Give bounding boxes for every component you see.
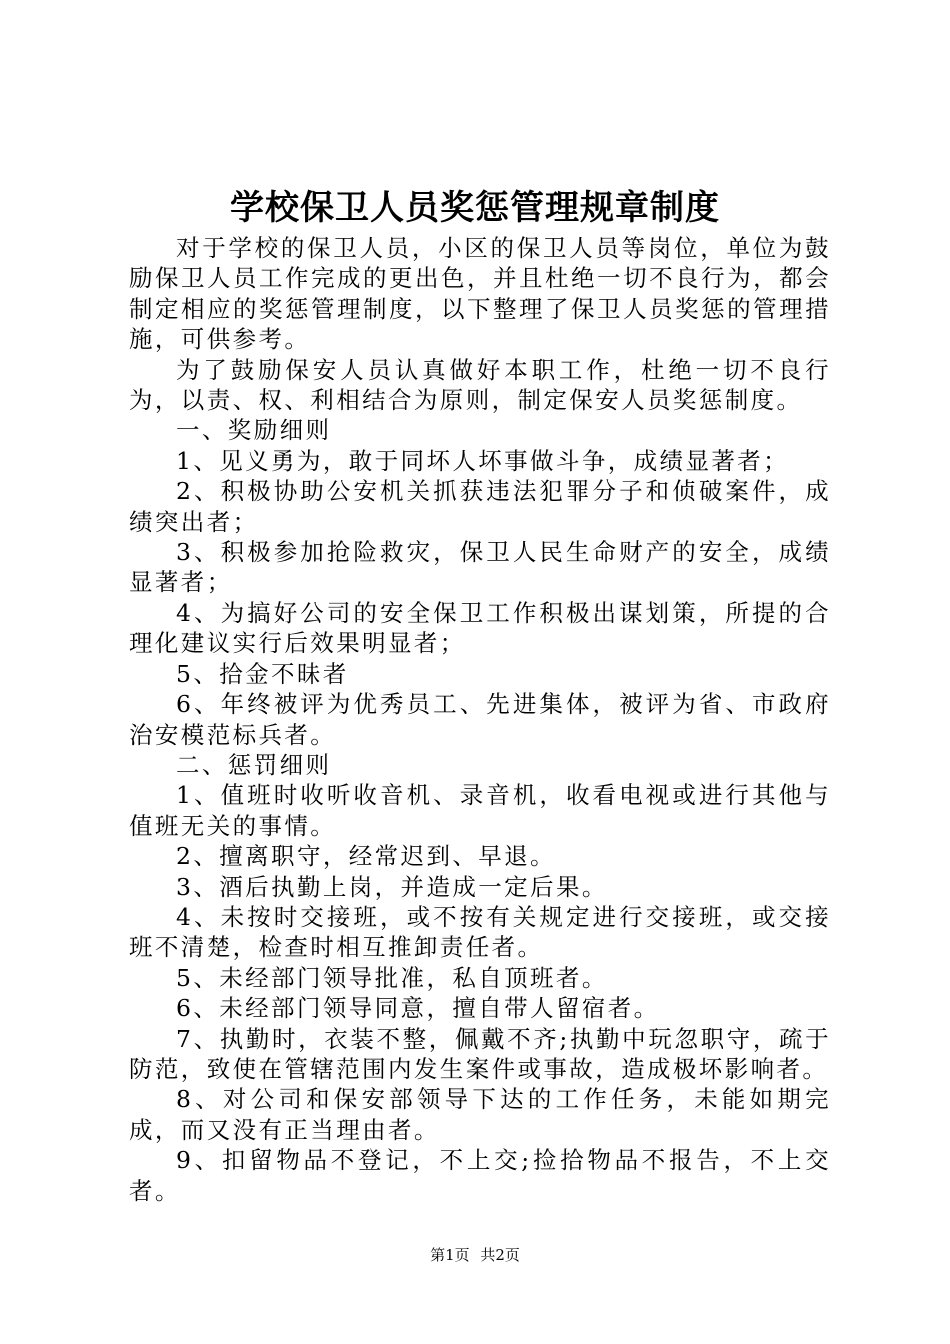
penalty-item-2: 2、擅离职守，经常迟到、早退。 (176, 842, 556, 871)
penalty-item-9: 9、扣留物品不登记，不上交;捡拾物品不报告，不上交者。 (129, 1146, 831, 1205)
paragraph-intro: 对于学校的保卫人员，小区的保卫人员等岗位，单位为鼓励保卫人员工作完成的更出色，并且杜绝一切不良行为，都会制定相应的奖惩管理制度，以下整理了保卫人员奖惩的管理措施，可供参考。 (129, 234, 831, 354)
document-body (129, 233, 831, 1206)
paragraph-purpose: 为了鼓励保安人员认真做好本职工作，杜绝一切不良行为，以责、权、利相结合为原则，制定保安人员奖惩制度。 (129, 355, 831, 415)
penalty-item-8: 8、对公司和保安部领导下达的工作任务，未能如期完成，而又没有正当理由者。 (129, 1085, 831, 1144)
penalty-item-3: 3、酒后执勤上岗，并造成一定后果。 (176, 872, 608, 901)
page-total: 共2页 (480, 1246, 520, 1264)
penalty-item-4: 4、未按时交接班，或不按有关规定进行交接班，或交接班不清楚，检查时相互推卸责任者。 (129, 902, 831, 962)
penalty-item-6: 6、未经部门领导同意，擅自带人留宿者。 (176, 994, 660, 1023)
penalty-item-1: 1、值班时收听收音机、录音机，收看电视或进行其他与值班无关的事情。 (129, 781, 831, 840)
reward-item-6: 6、年终被评为优秀员工、先进集体，被评为省、市政府治安模范标兵者。 (129, 690, 831, 749)
penalty-item-7: 7、执勤时，衣装不整，佩戴不齐;执勤中玩忽职守，疏于防范，致使在管辖范围内发生案件或事故，造成极坏影响者。 (129, 1024, 831, 1083)
reward-item-3: 3、积极参加抢险救灾，保卫人民生命财产的安全，成绩显著者； (129, 538, 831, 597)
section-heading-rewards: 一、奖励细则 (176, 416, 332, 445)
reward-item-1: 1、见义勇为，敢于同坏人坏事做斗争，成绩显著者； (176, 446, 790, 475)
penalty-item-5: 5、未经部门领导批准，私自顶班者。 (176, 963, 608, 992)
reward-item-5: 5、拾金不昧者 (176, 659, 349, 688)
section-heading-penalties: 二、惩罚细则 (176, 750, 332, 779)
page-number: 第1页 (430, 1246, 470, 1264)
reward-item-4: 4、为搞好公司的安全保卫工作积极出谋划策，所提的合理化建议实行后效果明显者； (129, 598, 831, 658)
reward-item-2: 2、积极协助公安机关抓获违法犯罪分子和侦破案件，成绩突出者； (129, 477, 831, 536)
document-title: 学校保卫人员奖惩管理规章制度 (230, 188, 720, 228)
page-footer (0, 1244, 950, 1266)
